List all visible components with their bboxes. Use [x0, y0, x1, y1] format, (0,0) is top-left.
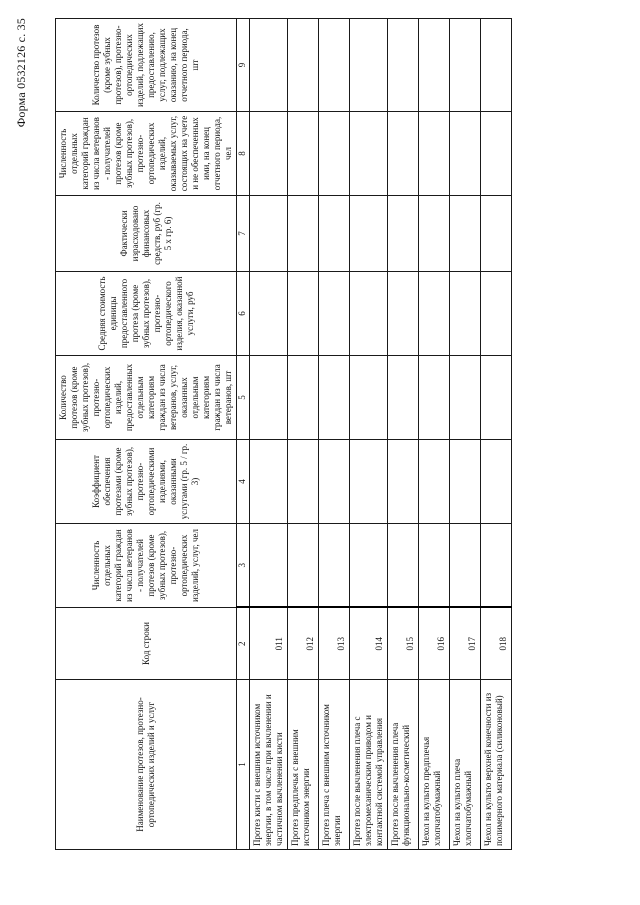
data-cell[interactable] — [450, 272, 481, 356]
data-cell[interactable] — [288, 524, 319, 608]
data-cell[interactable] — [319, 272, 350, 356]
data-cell[interactable] — [481, 524, 512, 608]
data-cell[interactable] — [319, 112, 350, 196]
row-name: Чехол на культю верхней конечности из полимерного материала (силиконовый) — [481, 680, 512, 850]
form-label: Форма 0532126 с. 35 — [14, 18, 28, 128]
header-cell-coefficient: Коэффициент обеспечения протезами (кроме зубных протезов), протезно-ортопедическими изделиями, оказанными услугами (гр. 5 / гр. 3) — [56, 440, 237, 524]
header-cell-unit-cost: Средняя стоимость единицы предоставленного протеза (кроме зубных протезов), протезно-ортопедического изделия, оказанной услуги, руб — [56, 272, 237, 356]
data-cell[interactable] — [350, 112, 388, 196]
data-cell[interactable] — [250, 112, 288, 196]
row-name: Протез плеча с внешним источником энергии — [319, 680, 350, 850]
row-code: 013 — [319, 608, 350, 680]
data-cell[interactable] — [419, 524, 450, 608]
header-cell-code: Код строки — [56, 608, 237, 680]
data-cell[interactable] — [481, 272, 512, 356]
data-cell[interactable] — [350, 440, 388, 524]
row-name: Чехол на культю плеча хлопчатобумажный — [450, 680, 481, 850]
column-number-row — [237, 19, 250, 850]
data-cell[interactable] — [350, 356, 388, 440]
data-cell[interactable] — [450, 19, 481, 112]
data-cell[interactable] — [419, 196, 450, 272]
row-name: Протез после вычленения плеча с электромеханическим приводом и контактной системой управления — [350, 680, 388, 850]
header-cell-spent: Фактически израсходовано финансовых средств, руб (гр. 5 х гр. 6) — [56, 196, 237, 272]
header-cell-name: Наименование протезов, протезно-ортопедических изделий и услуг — [56, 680, 237, 850]
data-cell[interactable] — [388, 19, 419, 112]
data-cell[interactable] — [350, 19, 388, 112]
data-cell[interactable] — [288, 112, 319, 196]
row-code: 017 — [450, 608, 481, 680]
table-row — [350, 19, 388, 850]
row-code: 011 — [250, 608, 288, 680]
data-cell[interactable] — [481, 196, 512, 272]
header-cell-pending-qty: Количество протезов (кроме зубных протезов), протезно-ортопедических изделий, подлежащих предоставлению, услуг, подлежащих оказанию, на конец отчетного периода, шт — [56, 19, 237, 112]
data-cell[interactable] — [250, 356, 288, 440]
data-cell[interactable] — [319, 524, 350, 608]
data-cell[interactable] — [450, 196, 481, 272]
column-number: 1 — [237, 680, 250, 850]
data-cell[interactable] — [419, 112, 450, 196]
data-cell[interactable] — [388, 356, 419, 440]
table-row — [388, 19, 419, 850]
data-cell[interactable] — [388, 112, 419, 196]
row-code: 018 — [481, 608, 512, 680]
data-cell[interactable] — [419, 19, 450, 112]
data-cell[interactable] — [419, 440, 450, 524]
data-cell[interactable] — [350, 272, 388, 356]
header-row — [56, 19, 237, 850]
column-number: 9 — [237, 19, 250, 112]
table-row — [288, 19, 319, 850]
data-cell[interactable] — [419, 272, 450, 356]
column-number: 7 — [237, 196, 250, 272]
data-cell[interactable] — [450, 440, 481, 524]
data-cell[interactable] — [481, 112, 512, 196]
data-cell[interactable] — [288, 19, 319, 112]
data-cell[interactable] — [388, 196, 419, 272]
row-code: 014 — [350, 608, 388, 680]
row-code: 016 — [419, 608, 450, 680]
data-cell[interactable] — [388, 524, 419, 608]
row-name: Протез после вычленения плеча функционально-косметический — [388, 680, 419, 850]
row-name: Протез кисти с внешним источником энергии, в том числе при вычленении и частичном вычленении кисти — [250, 680, 288, 850]
data-cell[interactable] — [419, 356, 450, 440]
data-cell[interactable] — [481, 356, 512, 440]
table-row — [450, 19, 481, 850]
data-cell[interactable] — [350, 524, 388, 608]
table-row — [419, 19, 450, 850]
data-cell[interactable] — [481, 19, 512, 112]
column-number: 8 — [237, 112, 250, 196]
header-cell-recipients: Численность отдельных категорий граждан из числа ветеранов - получателей протезов (кроме зубных протезов), протезно-ортопедических изделий, услуг, чел — [56, 524, 237, 608]
column-number: 6 — [237, 272, 250, 356]
data-cell[interactable] — [288, 356, 319, 440]
data-cell[interactable] — [388, 272, 419, 356]
row-name: Чехол на культю предплечья хлопчатобумажный — [419, 680, 450, 850]
column-number: 3 — [237, 524, 250, 608]
data-cell[interactable] — [319, 440, 350, 524]
data-cell[interactable] — [250, 272, 288, 356]
data-cell[interactable] — [450, 112, 481, 196]
data-cell[interactable] — [319, 356, 350, 440]
data-cell[interactable] — [319, 196, 350, 272]
data-cell[interactable] — [250, 440, 288, 524]
data-cell[interactable] — [350, 196, 388, 272]
column-number: 4 — [237, 440, 250, 524]
data-cell[interactable] — [450, 356, 481, 440]
data-cell[interactable] — [481, 440, 512, 524]
data-cell[interactable] — [288, 272, 319, 356]
column-number: 2 — [237, 608, 250, 680]
data-cell[interactable] — [288, 196, 319, 272]
row-code: 012 — [288, 608, 319, 680]
table-row — [319, 19, 350, 850]
data-cell[interactable] — [319, 19, 350, 112]
row-name: Протез предплечья с внешним источником энергии — [288, 680, 319, 850]
data-cell[interactable] — [250, 19, 288, 112]
header-cell-waiting: Численность отдельных категорий граждан из числа ветеранов - получателей протезов (кроме зубных протезов), протезно-ортопедических изделий, оказываемых услуг, состоящих на учете и не обеспеченных ими, на конец отчетного периода, чел — [56, 112, 237, 196]
table-row — [250, 19, 288, 850]
data-cell[interactable] — [450, 524, 481, 608]
data-cell[interactable] — [288, 440, 319, 524]
data-cell[interactable] — [250, 524, 288, 608]
header-cell-quantity: Количество протезов (кроме зубных протезов), протезно-ортопедических изделий, предоставленных отдельным категориям граждан из числа ветеранов, услуг, оказанных отдельным категориям граждан из числа ветеранов, шт — [56, 356, 237, 440]
report-table — [55, 18, 512, 850]
table-row — [481, 19, 512, 850]
column-number: 5 — [237, 356, 250, 440]
row-code: 015 — [388, 608, 419, 680]
data-cell[interactable] — [388, 440, 419, 524]
data-cell[interactable] — [250, 196, 288, 272]
